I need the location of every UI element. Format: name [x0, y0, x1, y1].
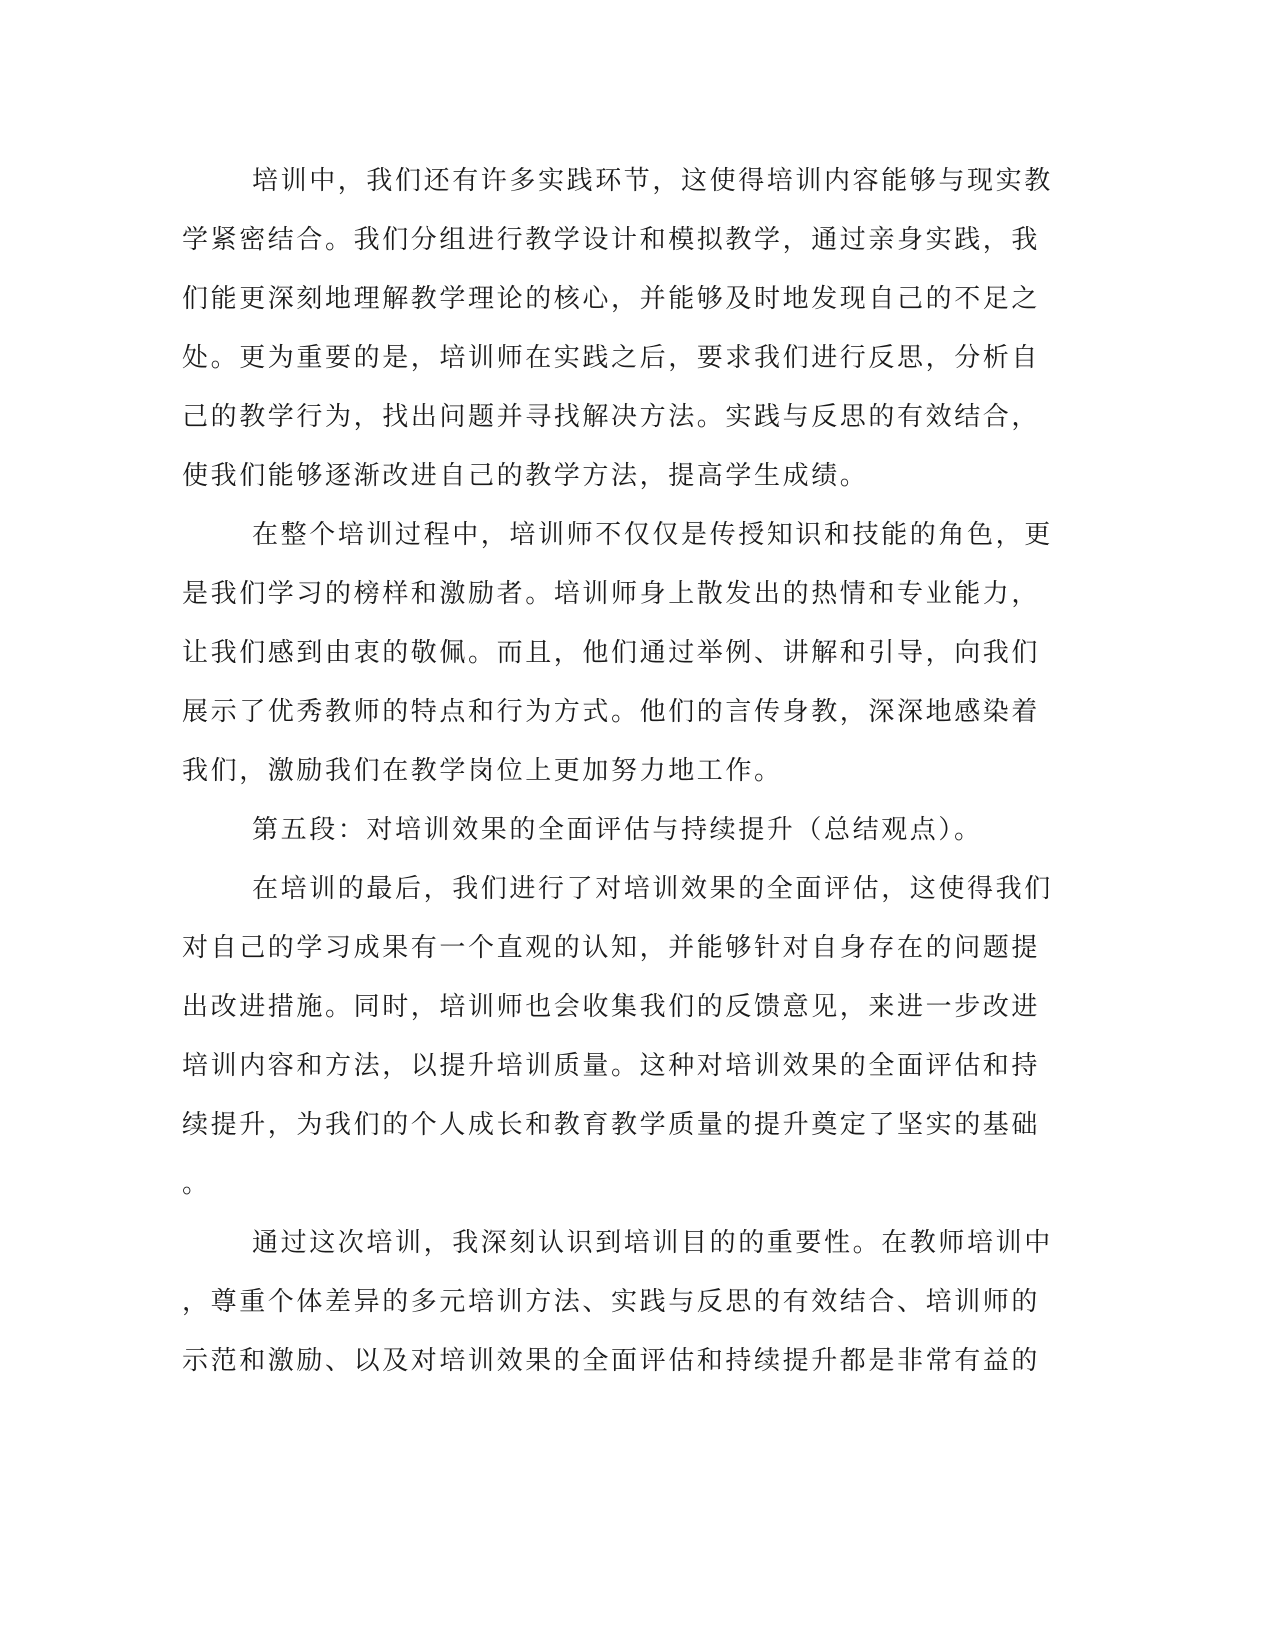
text-line: 第五段：对培训效果的全面评估与持续提升（总结观点）。 [252, 815, 983, 845]
paragraph [182, 152, 1053, 506]
text-line: 使我们能够逐渐改进自己的教学方法，提高学生成绩。 [182, 461, 869, 491]
text-line: 让我们感到由衷的敬佩。而且，他们通过举例、讲解和引导，向我们 [182, 638, 1041, 668]
text-line: 学紧密结合。我们分组进行教学设计和模拟教学，通过亲身实践，我 [182, 225, 1041, 255]
text-line: 示范和激励、以及对培训效果的全面评估和持续提升都是非常有益的 [182, 1346, 1041, 1376]
text-line: 培训内容和方法，以提升培训质量。这种对培训效果的全面评估和持 [182, 1051, 1041, 1081]
text-line: 是我们学习的榜样和激励者。培训师身上散发出的热情和专业能力， [182, 579, 1041, 609]
text-line: 在整个培训过程中，培训师不仅仅是传授知识和技能的角色，更 [252, 520, 1053, 550]
text-line: 对自己的学习成果有一个直观的认知，并能够针对自身存在的问题提 [182, 933, 1041, 963]
text-line: 们能更深刻地理解教学理论的核心，并能够及时地发现自己的不足之 [182, 284, 1041, 314]
text-line: 在培训的最后，我们进行了对培训效果的全面评估，这使得我们 [252, 874, 1053, 904]
paragraph [182, 506, 1053, 801]
text-line: 展示了优秀教师的特点和行为方式。他们的言传身教，深深地感染着 [182, 697, 1041, 727]
text-line: 。 [182, 1169, 211, 1199]
paragraph [182, 801, 1042, 860]
text-line: 通过这次培训，我深刻认识到培训目的的重要性。在教师培训中 [252, 1228, 1053, 1258]
text-line: 处。更为重要的是，培训师在实践之后，要求我们进行反思，分析自 [182, 343, 1041, 373]
text-line: 我们，激励我们在教学岗位上更加努力地工作。 [182, 756, 783, 786]
paragraph [182, 860, 1053, 1214]
paragraph [182, 1214, 1053, 1391]
text-line: ，尊重个体差异的多元培训方法、实践与反思的有效结合、培训师的 [182, 1287, 1041, 1317]
text-line: 出改进措施。同时，培训师也会收集我们的反馈意见，来进一步改进 [182, 992, 1041, 1022]
body-text [182, 152, 1053, 1391]
text-line: 己的教学行为，找出问题并寻找解决方法。实践与反思的有效结合， [182, 402, 1041, 432]
text-line: 续提升，为我们的个人成长和教育教学质量的提升奠定了坚实的基础 [182, 1110, 1041, 1140]
text-line: 培训中，我们还有许多实践环节，这使得培训内容能够与现实教 [252, 166, 1053, 196]
